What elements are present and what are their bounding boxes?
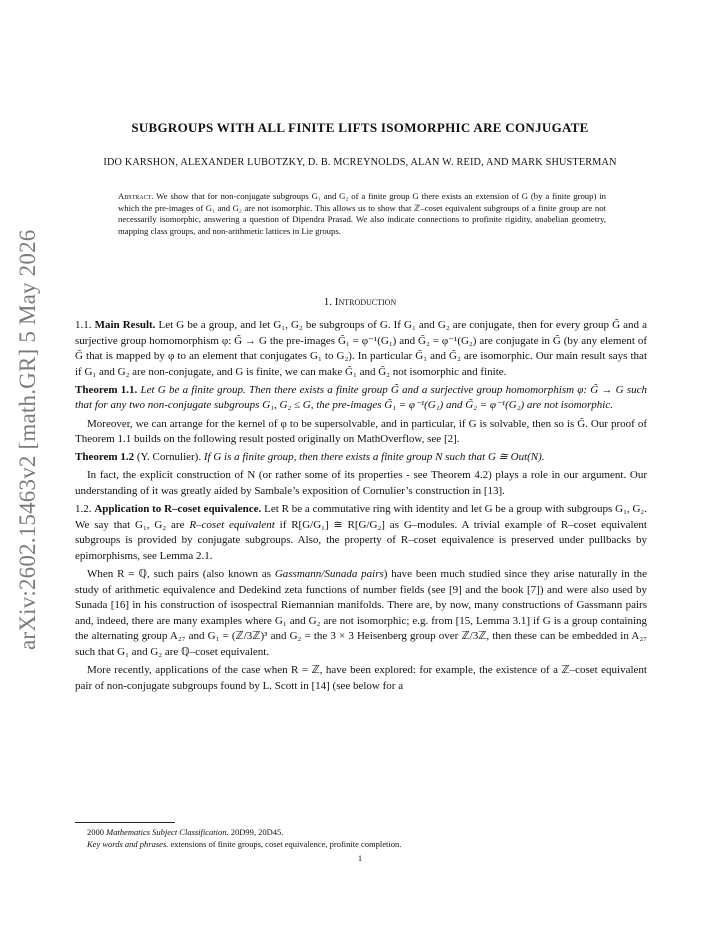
- msc-codes: 20D99, 20D45.: [230, 827, 284, 837]
- paragraph: [75, 567, 647, 661]
- section-heading: [60, 296, 660, 308]
- section-number: 1.: [323, 296, 333, 308]
- msc-label: Mathematics Subject Classification.: [106, 827, 229, 837]
- paragraph-text: When R = ℚ, such pairs (also known as: [87, 567, 275, 580]
- msc-year: 2000: [87, 827, 104, 837]
- paragraph-text: if R[G/G₁] ≅ R[G/G₂] as G–modules. A trivial example of R–coset equivalent subgroups is provided by conjugate subgroups. Also, the property of R–coset equivalence is preserved under pullbacks by epimorphisms, see Lemma 2.1.: [75, 518, 647, 562]
- theorem-statement: If G is a finite group, then there exists a finite group N such that G ≅ Out(N).: [203, 451, 545, 464]
- subsection-1-1: [75, 318, 647, 380]
- subsection-heading: Application to R–coset equivalence.: [94, 503, 262, 516]
- subsection-number: 1.1.: [75, 319, 92, 331]
- defined-term: R–coset equivalent: [189, 518, 275, 531]
- abstract-label: Abstract.: [118, 191, 154, 201]
- theorem-statement: Let G be a finite group. Then there exists a finite group G̃ and a surjective group homomorphism φ: G̃ → G such that for any two non-conjugate subgroups G₁, G₂ ≤ G, the pre-images G̃₁ = φ⁻¹(G₁) and G̃₂ = φ⁻¹(G₂) are not isomorphic.: [75, 383, 647, 412]
- author-list: IDO KARSHON, ALEXANDER LUBOTZKY, D. B. MCREYNOLDS, ALAN W. REID, AND MARK SHUSTERMAN: [103, 157, 617, 168]
- footnote-rule: [75, 822, 175, 823]
- theorem-label: Theorem 1.2: [75, 451, 135, 464]
- arxiv-identifier-stamp[interactable]: arXiv:2602.15463v2 [math.GR] 5 May 2026: [15, 229, 40, 650]
- subsection-number: 1.2.: [75, 503, 92, 516]
- theorem-attribution: (Y. Cornulier).: [136, 451, 202, 464]
- theorem-label: Theorem 1.1.: [75, 383, 138, 396]
- section-title: Introduction: [334, 296, 397, 308]
- keywords-label: Key words and phrases.: [87, 839, 169, 849]
- subsection-1-2: [75, 502, 647, 564]
- section-body: [75, 318, 647, 697]
- paper-title: SUBGROUPS WITH ALL FINITE LIFTS ISOMORPHIC ARE CONJUGATE: [131, 120, 589, 135]
- defined-term: Gassmann/Sunada pairs: [274, 567, 384, 580]
- theorem-1-2: [75, 450, 647, 466]
- msc-footnote: [87, 826, 647, 838]
- paragraph-text: Let G be a group, and let G₁, G₂ be subgroups of G. If G₁ and G₂ are conjugate, then for every group G̃ and a surjective group homomorphism φ: G̃ → G the pre-images G̃₁ = φ⁻¹(G₁) and G̃₂ = φ⁻¹(G₂) are conjugate in G̃ (by any element of G̃ that is mapped by φ to an element that conjugates G₁ to G₂). In particular G̃₁ and G̃₂ are isomorphic. Our main result says that if G₁ and G₂ are non-conjugate, and G is finite, we can make G̃₁ and G̃₂ not isomorphic and finite.: [75, 319, 648, 378]
- abstract-text: We show that for non-conjugate subgroups G₁ and G₂ of a finite group G there exists an extension of G (by a finite group) in which the pre-images of G₁ and G₂ are not isomorphic. This allows us to show that ℤ–coset equivalent subgroups of a finite group are not necessarily isomorphic, answering a question of Dipendra Prasad. We also indicate connections to profinite rigidity, anabelian geometry, mapping class groups, and non-arithmetic lattices in Lie groups.: [118, 191, 606, 236]
- theorem-1-1: [75, 383, 647, 414]
- footnotes: [87, 826, 647, 850]
- paragraph-text: ) have been much studied since they arise naturally in the study of arithmetic equivalence and Dedekind zeta functions of number fields (see [9] and the book [7]) and were also used by Sunada [16] in his construction of isospectral Riemannian manifolds. There are, by now, many constructions of Gassmann pairs and, indeed, there are many examples where G₁ and G₂ are not isomorphic; e.g. from [15, Lemma 3.1] if G is a group containing the alternating group A₂₇ and G₁ = (ℤ/3ℤ)³ and G₂ = the 3 × 3 Heisenberg group over ℤ/3ℤ, then these can be embedded in A₂₇ such that G₁ and G₂ are ℚ–coset equivalent.: [75, 567, 648, 658]
- page-number: 1: [357, 853, 363, 863]
- keywords-text: extensions of finite groups, coset equivalence, profinite completion.: [170, 839, 402, 849]
- abstract: [118, 191, 606, 237]
- paragraph: In fact, the explicit construction of N (or rather some of its properties - see Theorem 4.2) plays a role in our argument. Our understanding of it was greatly aided by Sambale’s exposition of Cornulier’s construction in [13].: [75, 469, 647, 497]
- subsection-heading: Main Result.: [94, 319, 156, 331]
- paragraph: More recently, applications of the case when R = ℤ, have been explored: for example, the existence of a ℤ–coset equivalent pair of non-conjugate subgroups found by L. Scott in [14] (see below for a: [75, 663, 647, 692]
- keywords-footnote: [87, 838, 647, 850]
- paragraph-text: Let R be a commutative ring with identity and let G be a group with subgroups G₁, G₂. We say that G₁, G₂ are: [75, 503, 648, 531]
- paragraph: Moreover, we can arrange for the kernel of φ to be supersolvable, and in particular, if G is solvable, then so is G̃. Our proof of Theorem 1.1 builds on the following result posted originally on MathOverflow, see [2].: [75, 417, 647, 446]
